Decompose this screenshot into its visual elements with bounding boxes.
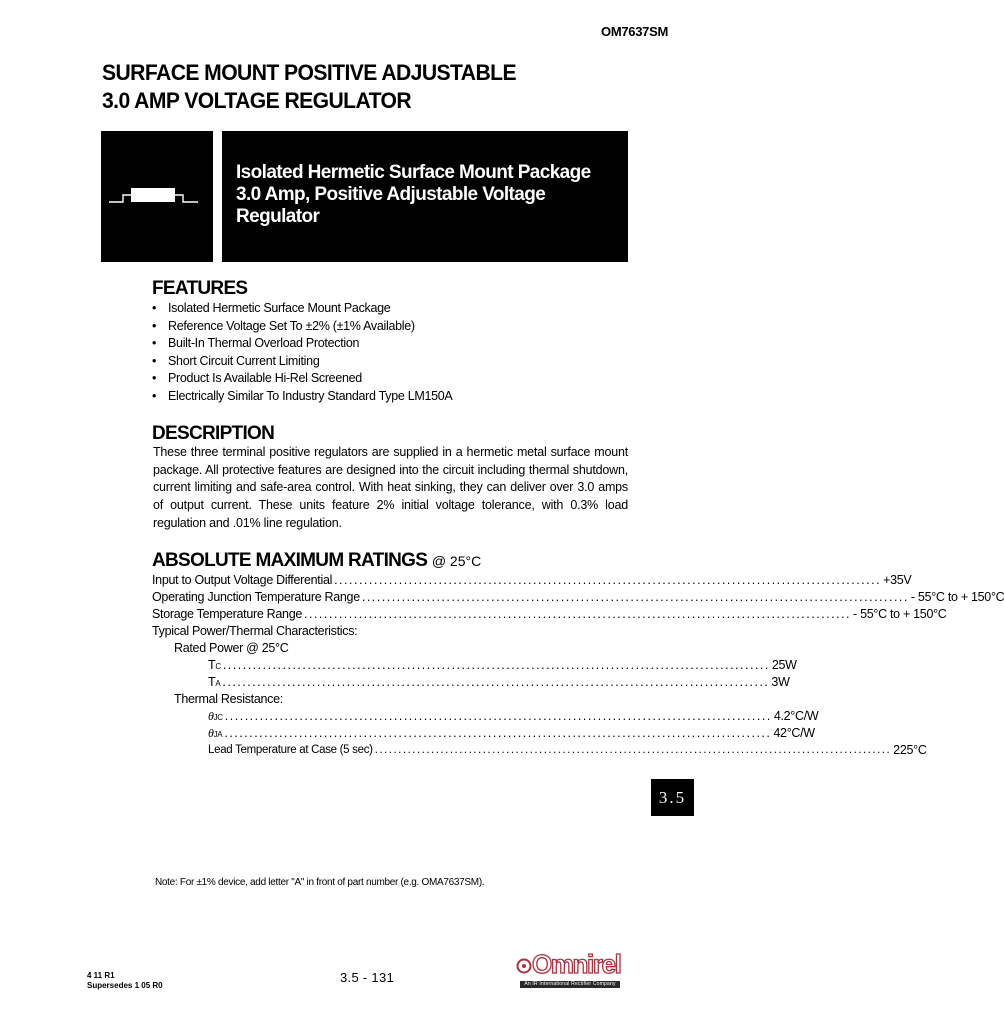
rating-value: 3W: [771, 675, 790, 689]
banner-line-3: Regulator: [236, 206, 320, 227]
bullet-icon: •: [152, 388, 157, 403]
dot-leader: ..............................................................................................................: [374, 744, 892, 756]
dot-leader: ..............................................................................................................: [224, 726, 772, 740]
part-number: OM7637SM: [601, 24, 668, 39]
feature-text: Isolated Hermetic Surface Mount Package: [168, 301, 391, 315]
tc-symbol: T: [208, 658, 216, 672]
rating-row: [152, 725, 815, 742]
rating-value: 42°C/W: [773, 726, 815, 740]
page-number: 3.5 - 131: [340, 970, 395, 985]
rating-row: [152, 708, 819, 725]
logo-wordmark: Omnirel: [532, 949, 621, 979]
feature-text: Short Circuit Current Limiting: [168, 353, 320, 368]
ratings-title-suffix: @ 25°C: [431, 553, 482, 569]
rating-row: [152, 674, 790, 691]
package-icon-box: [101, 131, 213, 262]
ta-symbol: T: [208, 675, 216, 689]
ja-subscript: JA: [213, 730, 223, 739]
omnirel-emblem-icon: [516, 954, 532, 976]
typical-characteristics-label: Typical Power/Thermal Characteristics:: [152, 624, 358, 638]
list-item: [152, 388, 452, 406]
theta-symbol: θ: [208, 726, 214, 740]
rating-row: [152, 742, 927, 759]
rating-row: [152, 572, 912, 589]
feature-text: Electrically Similar To Industry Standard Type LM150A: [168, 388, 453, 403]
footnote: Note: For ±1% device, add letter "A" in front of part number (e.g. OMA7637SM).: [155, 877, 485, 888]
rating-label: Lead Temperature at Case (5 sec): [208, 744, 373, 756]
feature-text: Built-In Thermal Overload Protection: [168, 336, 360, 350]
ta-label: [208, 674, 220, 691]
rating-value: 225°C: [893, 743, 927, 757]
jc-subscript: JC: [213, 713, 223, 722]
rating-label: Input to Output Voltage Differential: [152, 573, 333, 587]
description-heading: DESCRIPTION: [152, 423, 275, 444]
page-title-line2: 3.0 AMP VOLTAGE REGULATOR: [102, 88, 412, 113]
rating-value: +35V: [883, 573, 912, 587]
bullet-icon: •: [152, 336, 157, 350]
rating-row: [152, 589, 1004, 606]
rating-row: [152, 657, 797, 674]
page-title-line1: SURFACE MOUNT POSITIVE ADJUSTABLE: [102, 60, 516, 85]
thermal-resistance-label: Thermal Resistance:: [174, 692, 283, 706]
bullet-icon: •: [152, 371, 157, 385]
ratings-table: [152, 572, 1004, 759]
ratings-heading: [152, 550, 481, 572]
list-item: [152, 353, 452, 371]
banner-line-2: 3.0 Amp, Positive Adjustable Voltage: [236, 184, 546, 205]
rating-value: 25W: [771, 658, 797, 672]
rating-value: - 55°C to + 150°C: [853, 607, 947, 621]
dot-leader: ..............................................................................................................: [304, 607, 852, 621]
rating-value: - 55°C to + 150°C: [910, 590, 1004, 604]
banner-line-1: Isolated Hermetic Surface Mount Package: [236, 162, 591, 183]
theta-symbol: θ: [208, 709, 214, 723]
bullet-icon: •: [152, 318, 157, 333]
feature-text: Reference Voltage Set To ±2% (±1% Available): [168, 318, 415, 333]
description-body: These three terminal positive regulators are supplied in a hermetic metal surface mount package. All protective features are designed into the circuit including thermal shutdown, current limiting and safe-area control. With heat sinking, they can deliver over 3.0 amps of output current. These units feature 2% initial voltage tolerance, with 0.3% load regulation and .01% line regulation.: [153, 445, 628, 530]
dot-leader: ..............................................................................................................: [222, 675, 770, 689]
dot-leader: ..............................................................................................................: [224, 709, 772, 723]
rated-power-label: Rated Power @ 25°C: [174, 641, 289, 655]
ratings-title: ABSOLUTE MAXIMUM RATINGS: [152, 550, 428, 571]
dot-leader: ..............................................................................................................: [222, 658, 770, 672]
bullet-icon: •: [152, 353, 157, 368]
tc-label: [208, 657, 221, 674]
dot-leader: ..............................................................................................................: [361, 590, 909, 604]
theta-ja-label: [208, 725, 222, 742]
rating-label: Storage Temperature Range: [152, 607, 303, 621]
rating-value: 4.2°C/W: [773, 709, 819, 723]
logo-tagline: An IR International Rectifier Company: [520, 981, 620, 988]
features-heading: FEATURES: [152, 278, 248, 299]
bullet-icon: •: [152, 301, 157, 315]
rating-row: [152, 606, 947, 623]
surface-mount-package-icon: [101, 131, 213, 262]
supersedes-code: Supersedes 1 05 R0: [87, 981, 163, 990]
tc-subscript: C: [215, 662, 221, 671]
feature-text: Product Is Available Hi-Rel Screened: [168, 371, 362, 385]
list-item: [152, 335, 452, 353]
features-list: [152, 300, 452, 405]
theta-jc-label: [208, 708, 223, 725]
rating-label: Operating Junction Temperature Range: [152, 590, 360, 604]
ta-subscript: A: [215, 679, 221, 688]
revision-code: 4 11 R1: [87, 971, 115, 980]
omnirel-logo: [516, 949, 624, 994]
list-item: [152, 300, 452, 318]
list-item: [152, 318, 452, 336]
section-tab: 3.5: [651, 779, 694, 816]
list-item: [152, 370, 452, 388]
dot-leader: ..............................................................................................................: [334, 573, 882, 587]
